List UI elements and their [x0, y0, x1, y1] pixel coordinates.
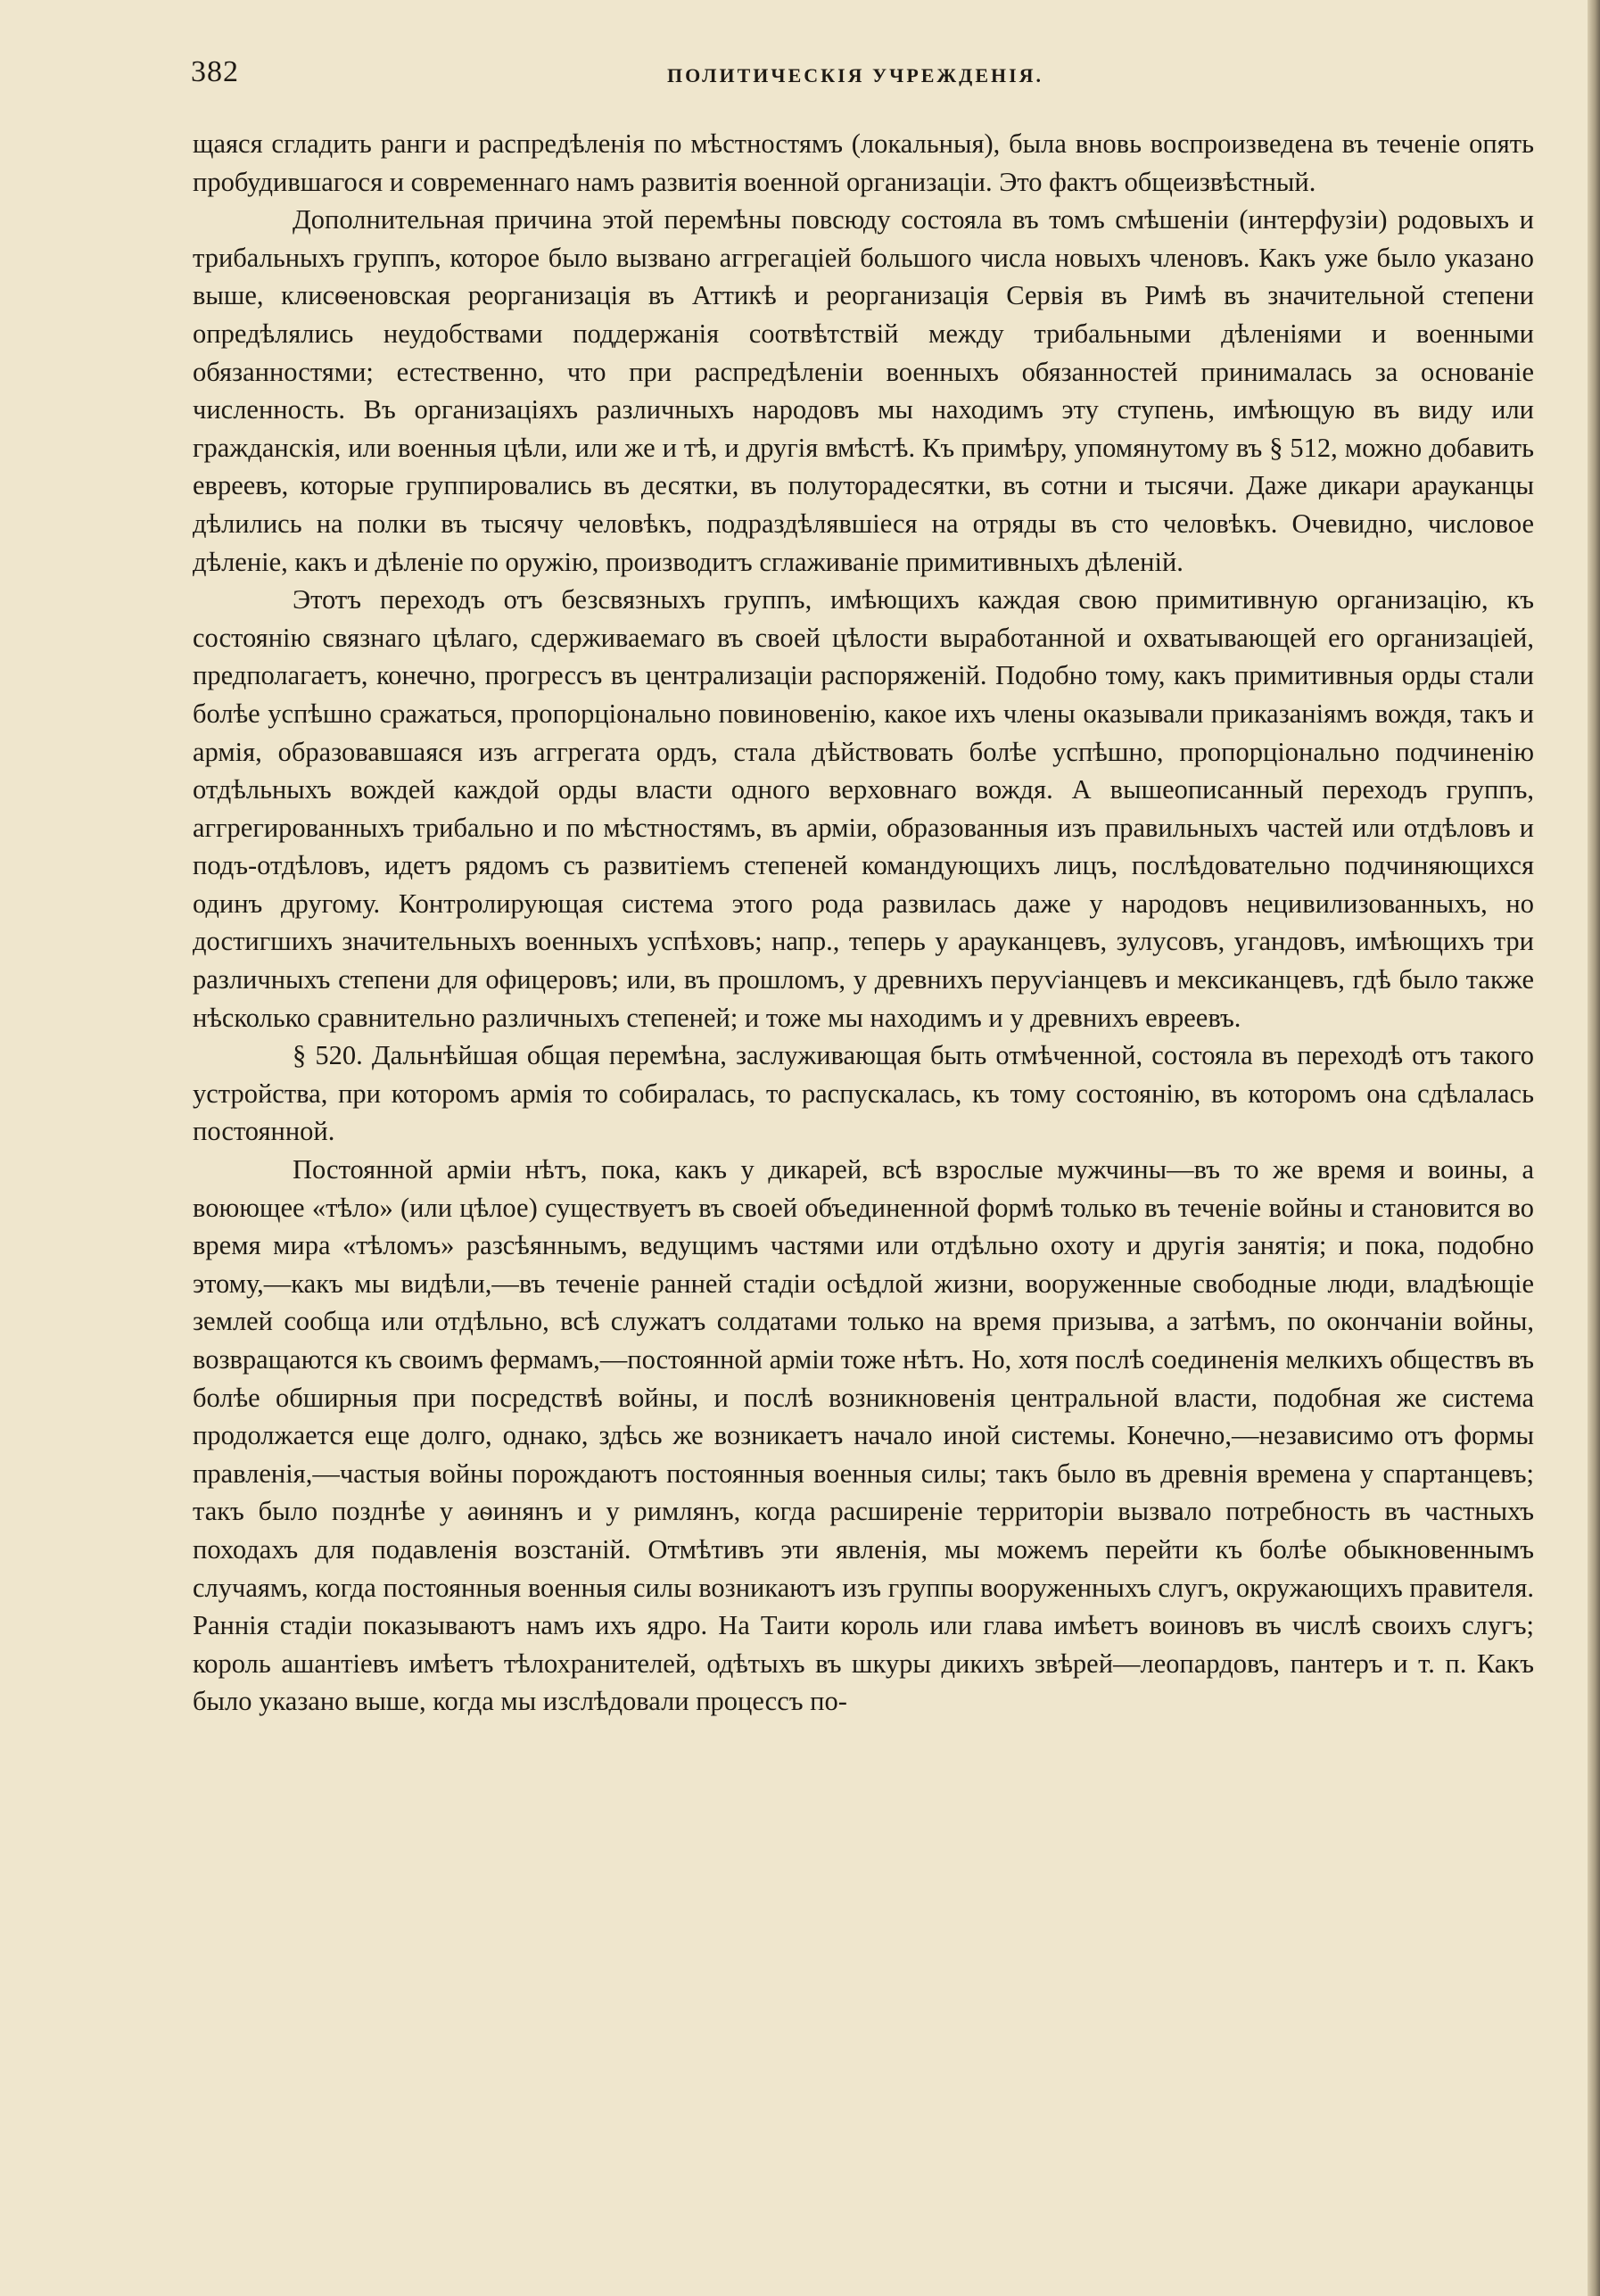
paragraph: Постоянной арміи нѣтъ, пока, какъ у дикарей, всѣ взрослые мужчины—въ то же время и воины, а воюющее «тѣло» (или цѣлое) существуетъ въ своей объединенной формѣ только въ теченіе войны и становится во время мира «тѣломъ» разсѣяннымъ, ведущимъ частями или отдѣльно охоту и другія занятія; и пока, подобно этому,—какъ мы видѣли,—въ теченіе ранней стадіи осѣдлой жизни, вооруженные свободные люди, владѣющіе землей сообща или отдѣльно, всѣ служатъ солдатами только на время призыва, а затѣмъ, по окончаніи войны, возвращаются къ своимъ фермамъ,—постоянной арміи тоже нѣтъ. Но, хотя послѣ соединенія мелкихъ обществъ въ болѣе обширныя при посредствѣ войны, и послѣ возникновенія центральной власти, подобная же система продолжается еще долго, однако, здѣсь же возникаетъ начало иной системы. Конечно,—независимо отъ формы правленія,—частыя войны порождаютъ постоянныя военныя силы; такъ было въ древнія времена у спартанцевъ; такъ было позднѣе у аѳинянъ и у римлянъ, когда расширеніе территоріи вызвало потребность въ частныхъ походахъ для подавленія возстаній. Отмѣтивъ эти явленія, мы можемъ перейти къ болѣе обыкновеннымъ случаямъ, когда постоянныя военныя силы возникаютъ изъ группы вооруженныхъ слугъ, окружающихъ правителя. Раннія стадіи показываютъ намъ ихъ ядро. На Таити король или глава имѣетъ воиновъ въ числѣ своихъ слугъ; король ашантіевъ имѣетъ тѣлохранителей, одѣтыхъ въ шкуры дикихъ звѣрей—леопардовъ, пантеръ и т. п. Какъ было указано выше, когда мы изслѣдовали процессъ по- — [193, 1154, 1534, 1717]
section-paragraph: § 520. Дальнѣйшая общая перемѣна, заслуживающая быть отмѣченной, состояла въ переходѣ отъ такого устройства, при которомъ армія то собиралась, то распускалась, къ тому состоянію, въ которомъ она сдѣлалась постоянной. — [193, 1040, 1534, 1147]
body-text — [193, 125, 1534, 1721]
running-head: ПОЛИТИЧЕСКІЯ УЧРЕЖДЕНІЯ. — [667, 64, 1044, 87]
page-edge — [1588, 0, 1600, 2296]
page-number: 382 — [191, 55, 239, 88]
paragraph: щаяся сгладить ранги и распредѣленія по мѣстностямъ (локальныя), была вновь воспроизведена въ теченіе опять пробудившагося и современнаго намъ развитія военной организаціи. Это фактъ общеизвѣстный. — [193, 128, 1534, 197]
paragraph: Этотъ переходъ отъ безсвязныхъ группъ, имѣющихъ каждая свою примитивную организацію, къ состоянію связнаго цѣлаго, сдерживаемаго въ своей цѣлости выработанной и охватывающей его организаціей, предполагаетъ, конечно, прогрессъ въ централизаціи распоряженій. Подобно тому, какъ примитивныя орды стали болѣе успѣшно сражаться, пропорціонально повиновенію, какое ихъ члены оказывали приказаніямъ вождя, такъ и армія, образовавшаяся изъ аггрегата ордъ, стала дѣйствовать болѣе успѣшно, пропорціонально подчиненію отдѣльныхъ вождей каждой орды власти одного верховнаго вождя. А вышеописанный переходъ группъ, аггрегированныхъ трибально и по мѣстностямъ, въ арміи, образованныя изъ правильныхъ частей или отдѣловъ и подъ-отдѣловъ, идетъ рядомъ съ развитіемъ степеней командующихъ лицъ, послѣдовательно подчиняющихся одинъ другому. Контролирующая система этого рода развилась даже у народовъ нецивилизованныхъ, но достигшихъ значительныхъ военныхъ успѣховъ; напр., теперь у арауканцевъ, зулусовъ, угандовъ, имѣющихъ три различныхъ степени для офицеровъ; или, въ прошломъ, у древнихъ перуѵіанцевъ и мексиканцевъ, гдѣ было также нѣсколько сравнительно различныхъ степеней; и тоже мы находимъ и у древнихъ евреевъ. — [193, 584, 1534, 1033]
page-header — [191, 55, 1529, 100]
paragraph: Дополнительная причина этой перемѣны повсюду состояла въ томъ смѣшеніи (интерфузіи) родовыхъ и трибальныхъ группъ, которое было вызвано аггрегаціей большого числа новыхъ членовъ. Какъ уже было указано выше, клисѳеновская реорганизація въ Аттикѣ и реорганизація Сервія въ Римѣ въ значительной степени опредѣлялись неудобствами поддержанія соотвѣтствій между трибальными дѣленіями и военными обязанностями; естественно, что при распредѣленіи военныхъ обязанностей принималась за основаніе численность. Въ организаціяхъ различныхъ народовъ мы находимъ эту ступень, имѣющую въ виду или гражданскія, или военныя цѣли, или же и тѣ, и другія вмѣстѣ. Къ примѣру, упомянутому въ § 512, можно добавить евреевъ, которые группировались въ десятки, въ полуторадесятки, въ сотни и тысячи. Даже дикари арауканцы дѣлились на полки въ тысячу человѣкъ, подраздѣлявшіеся на отряды въ сто человѣкъ. Очевидно, числовое дѣленіе, какъ и дѣленіе по оружію, производитъ сглаживаніе примитивныхъ дѣленій. — [193, 204, 1534, 577]
